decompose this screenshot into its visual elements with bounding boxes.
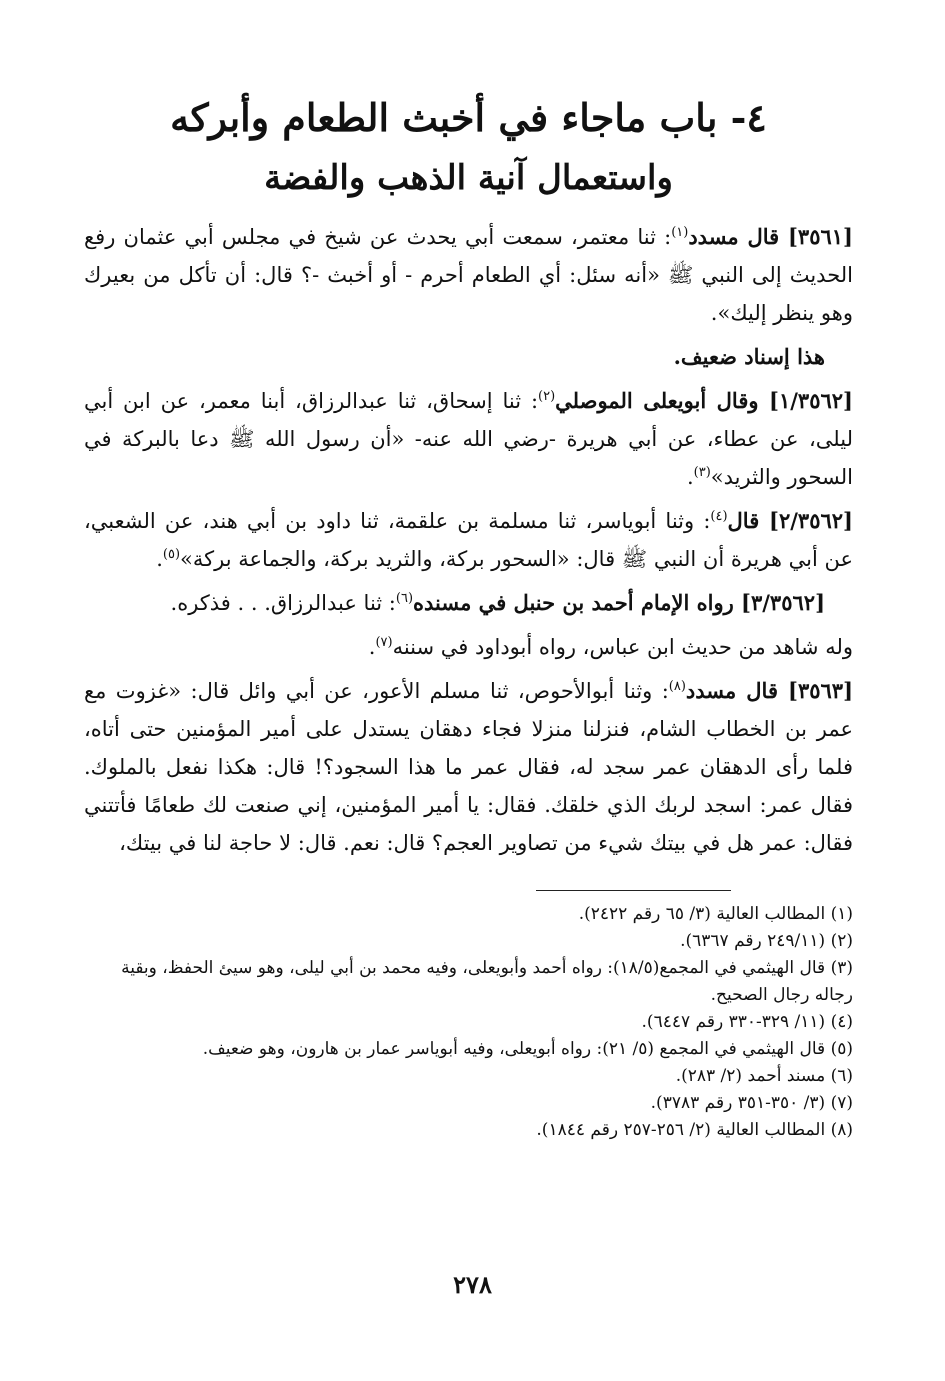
footnote-ref: (٥) [162, 547, 181, 562]
hadith-text: : وثنا أبوالأحوص، ثنا مسلم الأعور، عن أبي وائل قال: «غزوت مع عمر بن الخطاب الشام، فنزلنا منزلا فجاء دهقان يستدل على أمير المؤمنين حتى أتاه، فلما رأى الدهقان عمر سجد له، فقال عمر ما هذا السجود؟! قال: هكذا نفعل بالملوك. فقال عمر: اسجد لربك الذي خلقك. فقال: يا أمير المؤمنين، إني صنعت لك طعامًا فأتتني فقال: عمر هل في بيتك شيء من تصاوير العجم؟ قال: نعم. قال: لا حاجة لنا في بيتك، [84, 679, 853, 855]
footnote-7: (٧) (٣/ ٣٥٠-٣٥١ رقم ٣٧٨٣). [650, 1093, 853, 1113]
hadith-lead: [٣٥٦٣] قال مسدد [685, 678, 853, 703]
hadith-tail: . [686, 465, 694, 489]
hadith-3563 [84, 672, 853, 862]
witness-note [84, 628, 853, 666]
hadith-tail: . [156, 547, 163, 571]
footnote-4: (٤) (١١/ ٣٢٩-٣٣٠ رقم ٦٤٤٧). [641, 1012, 853, 1032]
footnote-ref: (٧) [375, 635, 393, 650]
footnote-ref: (٦) [395, 591, 414, 606]
hadith-3562-1 [84, 382, 853, 496]
footnote-ref: (١) [671, 225, 689, 240]
hadith-lead: [٣/٣٥٦٢] رواه الإمام أحمد بن حنبل في مسنده [413, 590, 825, 615]
hadith-3562-3 [84, 584, 853, 622]
footnote-ref: (٢) [538, 389, 556, 404]
footnote-1: (١) المطالب العالية (٣/ ٦٥ رقم ٢٤٢٢). [578, 904, 853, 924]
hadith-3561 [84, 218, 853, 332]
footnotes-list [84, 901, 853, 1144]
footnote-divider [536, 890, 731, 891]
footnote-2: (٢) (٢٤٩/١١ رقم ٦٣٦٧). [680, 931, 853, 951]
hadith-text: : وثنا أبوياسر، ثنا مسلمة بن علقمة، ثنا داود بن أبي هند، عن الشعبي، عن أبي هريرة أن النبي ﷺ قال: «السحور بركة، والثريد بركة، والجماعة بركة» [84, 509, 853, 571]
chapter-subtitle: واستعمال آنية الذهب والفضة [264, 158, 673, 198]
chapter-title: ٤- باب ماجاء في أخبث الطعام وأبركه [170, 95, 767, 140]
witness-tail: . [368, 635, 376, 659]
footnote-ref: (٣) [693, 465, 711, 480]
hadith-lead: [١/٣٥٦٢] وقال أبويعلى الموصلي [555, 388, 853, 413]
footnote-6: (٦) مسند أحمد (٢/ ٢٨٣). [675, 1066, 853, 1086]
hadith-lead: [٣٥٦١] قال مسدد [688, 224, 853, 249]
hadith-text: : ثنا معتمر، سمعت أبي يحدث عن شيخ في مجلس أبي عثمان رفع الحديث إلى النبي ﷺ «أنه سئل: أي الطعام أحرم - أو أخبث -؟ قال: أن تأكل من بعيرك وهو ينظر إليك». [84, 225, 853, 325]
hadith-text: : ثنا عبدالرزاق. . . فذكره. [170, 591, 396, 615]
isnad-grade: هذا إسناد ضعيف. [673, 344, 825, 369]
footnote-ref: (٤) [710, 509, 728, 524]
footnote-divider-wrap [84, 890, 853, 891]
footnote-ref: (٨) [668, 679, 686, 694]
hadith-text: : ثنا إسحاق، ثنا عبدالرزاق، أبنا معمر، عن ابن أبي ليلى، عن عطاء، عن أبي هريرة -رضي الله عنه- «أن رسول الله ﷺ دعا بالبركة في السحور والثريد» [84, 389, 853, 489]
page-number: ٢٧٨ [453, 1270, 492, 1299]
footnote-3: (٣) قال الهيثمي في المجمع(١٨/٥): رواه أحمد وأبويعلى، وفيه محمد بن أبي ليلى، وهو سيئ الحفظ، وبقية رجاله رجال الصحيح. [121, 958, 853, 1005]
witness-text: وله شاهد من حديث ابن عباس، رواه أبوداود في سننه [392, 635, 853, 659]
footnote-5: (٥) قال الهيثمي في المجمع (٥/ ٢١): رواه أبويعلى، وفيه أبوياسر عمار بن هارون، وهو ضعيف. [202, 1039, 853, 1059]
hadith-lead: [٢/٣٥٦٢] قال [727, 508, 853, 533]
footnote-8: (٨) المطالب العالية (٢/ ٢٥٦-٢٥٧ رقم ١٨٤٤). [536, 1120, 853, 1140]
hadith-3562-2 [84, 502, 853, 578]
